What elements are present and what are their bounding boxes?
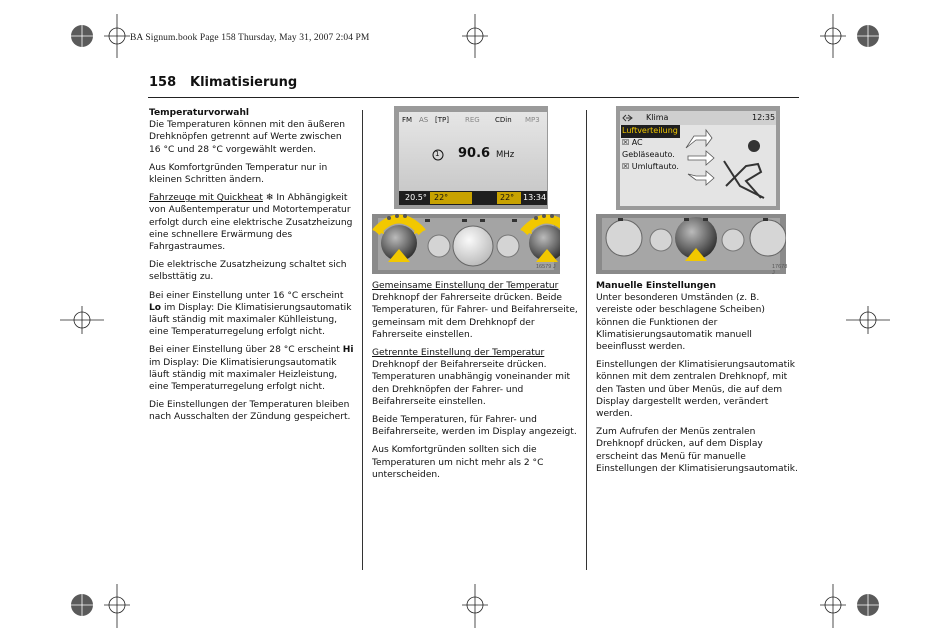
- paragraph: Bei einer Einstellung unter 16 °C erscheint: [149, 290, 344, 301]
- frequency-unit: MHz: [496, 150, 515, 160]
- paragraph: Unter besonderen Umständen (z. B. vereiste oder beschlagene Scheiben) können die Funktionen der Klimatisierungsautomatik manuell beeinflusst werden.: [596, 293, 765, 353]
- checked-box-icon: ☒: [622, 162, 630, 171]
- menu-title: Klima: [646, 113, 669, 122]
- clock-time: 13:34: [523, 193, 547, 202]
- frequency-value: 90.6: [458, 146, 491, 161]
- menu-item-luftverteilung[interactable]: Luftverteilung: [622, 126, 678, 135]
- page-number: 158: [149, 75, 177, 90]
- quickheat-link-text: Fahrzeuge mit Quickheat: [149, 193, 263, 204]
- tab-tp: [TP]: [435, 116, 449, 124]
- tab-fm: FM: [402, 116, 413, 124]
- paragraph: Beide Temperaturen, für Fahrer- und Beifahrerseite, werden im Display angezeigt.: [372, 415, 577, 438]
- paragraph: Die Einstellungen der Temperaturen bleiben nach Ausschalten der Zündung gespeichert.: [149, 400, 351, 423]
- tab-mp3: MP3: [525, 116, 540, 124]
- menu-clock: 12:35: [752, 113, 776, 122]
- paragraph: Bei einer Einstellung über 28 °C erscheint: [149, 345, 343, 356]
- paragraph: Drehknopf der Beifahrerseite drücken. Temperaturen unabhängig voneinander mit den Drehknöpfen der Fahrer- und Beifahrerseite einstellen.: [372, 360, 571, 407]
- menu-item-label: Umluftauto.: [631, 162, 679, 171]
- menu-item-geblaeseauto[interactable]: Gebläseauto.: [622, 150, 675, 159]
- paragraph: im Display: Die Klimatisierungsautomatik läuft ständig mit maximaler Kühlleistung, eine Temperaturregelung erfolgt nicht.: [149, 302, 352, 338]
- figure-code: 16579 J: [536, 264, 556, 270]
- paragraph: Einstellungen der Klimatisierungsautomatik können mit dem zentralen Drehknopf, mit den Tasten und über Menüs, die auf dem Display dargestellt werden, verändert werden.: [596, 360, 795, 420]
- section-heading: Gemeinsame Einstellung der Temperatur: [372, 281, 559, 291]
- checked-box-icon: ☒: [622, 138, 630, 147]
- paragraph: im Display: Die Klimatisierungsautomatik läuft ständig mit maximaler Heizleistung, eine Temperaturregelung erfolgt nicht.: [149, 357, 338, 393]
- hi-indicator: Hi: [342, 345, 354, 356]
- tab-cdin: CDin: [495, 116, 512, 124]
- paragraph: Drehknopf der Fahrerseite drücken. Beide Temperaturen, für Fahrer- und Beifahrerseite, gemeinsam mit dem Drehknopf der Fahrerseite einstellen.: [372, 293, 578, 340]
- left-temperature: 22°: [434, 193, 449, 202]
- paragraph: In Abhängigkeit von Außentemperatur und Motortemperatur erfolgt durch eine elektrische Zusatzheizung eine schnellere Erwärmung des Fahrgastraumes.: [149, 193, 353, 253]
- paragraph: Aus Komfortgründen Temperatur nur in kleinen Schritten ändern.: [149, 162, 328, 186]
- lo-indicator: Lo: [149, 302, 162, 313]
- tab-reg: REG: [465, 116, 480, 124]
- outside-temperature: 20.5°: [405, 193, 427, 202]
- paragraph: Aus Komfortgründen sollten sich die Temperaturen um nicht mehr als 2 °C unterscheiden.: [372, 445, 544, 480]
- snowflake-icon: ❄: [265, 193, 274, 204]
- tab-as: AS: [419, 116, 429, 124]
- chapter-title: Klimatisierung: [190, 75, 298, 90]
- menu-item-label: AC: [631, 138, 643, 147]
- right-temperature: 22°: [500, 193, 515, 202]
- section-heading: Getrennte Einstellung der Temperatur: [372, 348, 545, 359]
- preset-number: 1: [435, 150, 440, 158]
- figure-code: 17678 J: [772, 264, 788, 276]
- paragraph: Die elektrische Zusatzheizung schaltet sich selbsttätig zu.: [149, 260, 347, 283]
- paragraph: Die Temperaturen können mit den äußeren Drehknöpfen getrennt auf Werte zwischen 16 °C und 28 °C vorgewählt werden.: [149, 120, 345, 155]
- section-heading: Temperaturvorwahl: [149, 108, 250, 118]
- paragraph: Zum Aufrufen der Menüs zentralen Drehknopf drücken, auf dem Display erscheint das Menü für manuelle Einstellungen der Klimatisierungsautomatik.: [596, 427, 798, 474]
- book-slug: BA Signum.book Page 158 Thursday, May 31, 2007 2:04 PM: [130, 33, 370, 43]
- section-heading: Manuelle Einstellungen: [596, 281, 716, 291]
